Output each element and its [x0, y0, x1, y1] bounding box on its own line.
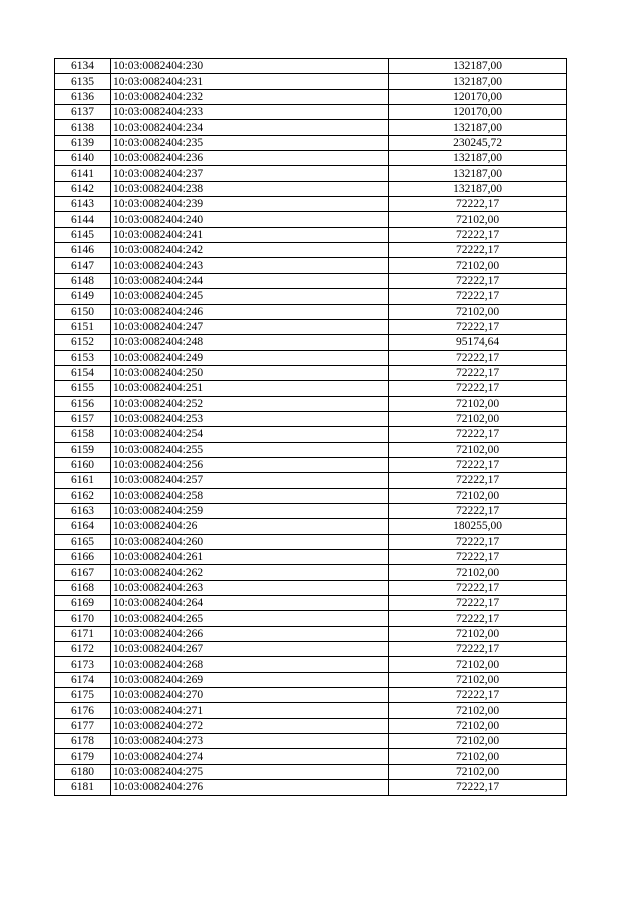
table-row	[55, 565, 567, 580]
table-row	[55, 411, 567, 426]
value-cell: 72222,17	[389, 381, 567, 396]
row-number-cell: 6159	[55, 442, 111, 457]
table-row	[55, 764, 567, 779]
cadastral-number-cell: 10:03:0082404:271	[111, 703, 389, 718]
table-row	[55, 197, 567, 212]
table-row	[55, 503, 567, 518]
row-number-cell: 6154	[55, 365, 111, 380]
value-cell: 72102,00	[389, 672, 567, 687]
value-cell: 72102,00	[389, 488, 567, 503]
value-cell: 95174,64	[389, 335, 567, 350]
value-cell: 72222,17	[389, 289, 567, 304]
table-row	[55, 105, 567, 120]
value-cell: 132187,00	[389, 120, 567, 135]
table-row	[55, 243, 567, 258]
value-cell: 132187,00	[389, 166, 567, 181]
row-number-cell: 6137	[55, 105, 111, 120]
value-cell: 132187,00	[389, 74, 567, 89]
cadastral-number-cell: 10:03:0082404:240	[111, 212, 389, 227]
cadastral-number-cell: 10:03:0082404:234	[111, 120, 389, 135]
value-cell: 72102,00	[389, 718, 567, 733]
cadastral-number-cell: 10:03:0082404:261	[111, 550, 389, 565]
table-row	[55, 534, 567, 549]
value-cell: 72222,17	[389, 473, 567, 488]
row-number-cell: 6142	[55, 181, 111, 196]
value-cell: 72222,17	[389, 457, 567, 472]
value-cell: 132187,00	[389, 151, 567, 166]
row-number-cell: 6163	[55, 503, 111, 518]
cadastral-number-cell: 10:03:0082404:238	[111, 181, 389, 196]
cadastral-number-cell: 10:03:0082404:262	[111, 565, 389, 580]
row-number-cell: 6148	[55, 273, 111, 288]
table-row	[55, 657, 567, 672]
value-cell: 72222,17	[389, 273, 567, 288]
table-row	[55, 642, 567, 657]
cadastral-number-cell: 10:03:0082404:269	[111, 672, 389, 687]
row-number-cell: 6143	[55, 197, 111, 212]
row-number-cell: 6172	[55, 642, 111, 657]
table-row	[55, 258, 567, 273]
cadastral-number-cell: 10:03:0082404:247	[111, 319, 389, 334]
row-number-cell: 6152	[55, 335, 111, 350]
cadastral-number-cell: 10:03:0082404:272	[111, 718, 389, 733]
row-number-cell: 6174	[55, 672, 111, 687]
cadastral-number-cell: 10:03:0082404:237	[111, 166, 389, 181]
row-number-cell: 6147	[55, 258, 111, 273]
value-cell: 72222,17	[389, 427, 567, 442]
table-row	[55, 396, 567, 411]
cadastral-number-cell: 10:03:0082404:258	[111, 488, 389, 503]
table-row	[55, 59, 567, 74]
value-cell: 72102,00	[389, 442, 567, 457]
cadastral-number-cell: 10:03:0082404:276	[111, 780, 389, 795]
table-body	[55, 59, 567, 796]
cadastral-number-cell: 10:03:0082404:239	[111, 197, 389, 212]
table-row	[55, 151, 567, 166]
row-number-cell: 6141	[55, 166, 111, 181]
value-cell: 72222,17	[389, 580, 567, 595]
value-cell: 72222,17	[389, 350, 567, 365]
row-number-cell: 6158	[55, 427, 111, 442]
value-cell: 72222,17	[389, 550, 567, 565]
cadastral-number-cell: 10:03:0082404:235	[111, 135, 389, 150]
cadastral-number-cell: 10:03:0082404:245	[111, 289, 389, 304]
value-cell: 132187,00	[389, 59, 567, 74]
value-cell: 72222,17	[389, 611, 567, 626]
row-number-cell: 6175	[55, 688, 111, 703]
table-row	[55, 273, 567, 288]
row-number-cell: 6166	[55, 550, 111, 565]
cadastral-number-cell: 10:03:0082404:249	[111, 350, 389, 365]
row-number-cell: 6180	[55, 764, 111, 779]
row-number-cell: 6165	[55, 534, 111, 549]
row-number-cell: 6150	[55, 304, 111, 319]
cadastral-number-cell: 10:03:0082404:275	[111, 764, 389, 779]
table-row	[55, 611, 567, 626]
row-number-cell: 6151	[55, 319, 111, 334]
row-number-cell: 6161	[55, 473, 111, 488]
cadastral-number-cell: 10:03:0082404:260	[111, 534, 389, 549]
cadastral-number-cell: 10:03:0082404:267	[111, 642, 389, 657]
row-number-cell: 6170	[55, 611, 111, 626]
cadastral-number-cell: 10:03:0082404:26	[111, 519, 389, 534]
row-number-cell: 6140	[55, 151, 111, 166]
value-cell: 72102,00	[389, 258, 567, 273]
row-number-cell: 6144	[55, 212, 111, 227]
value-cell: 72222,17	[389, 365, 567, 380]
value-cell: 72102,00	[389, 657, 567, 672]
cadastral-number-cell: 10:03:0082404:236	[111, 151, 389, 166]
table-row	[55, 427, 567, 442]
cadastral-number-cell: 10:03:0082404:274	[111, 749, 389, 764]
row-number-cell: 6164	[55, 519, 111, 534]
value-cell: 72102,00	[389, 626, 567, 641]
cadastral-number-cell: 10:03:0082404:248	[111, 335, 389, 350]
table-row	[55, 381, 567, 396]
cadastral-number-cell: 10:03:0082404:231	[111, 74, 389, 89]
cadastral-number-cell: 10:03:0082404:246	[111, 304, 389, 319]
value-cell: 72222,17	[389, 596, 567, 611]
row-number-cell: 6160	[55, 457, 111, 472]
table-row	[55, 780, 567, 795]
table-row	[55, 89, 567, 104]
table-row	[55, 734, 567, 749]
value-cell: 72222,17	[389, 243, 567, 258]
table-row	[55, 519, 567, 534]
table-row	[55, 181, 567, 196]
row-number-cell: 6177	[55, 718, 111, 733]
table-row	[55, 166, 567, 181]
cadastral-number-cell: 10:03:0082404:250	[111, 365, 389, 380]
value-cell: 72102,00	[389, 749, 567, 764]
value-cell: 120170,00	[389, 105, 567, 120]
value-cell: 72222,17	[389, 503, 567, 518]
row-number-cell: 6146	[55, 243, 111, 258]
row-number-cell: 6179	[55, 749, 111, 764]
row-number-cell: 6153	[55, 350, 111, 365]
table-row	[55, 227, 567, 242]
cadastral-number-cell: 10:03:0082404:252	[111, 396, 389, 411]
row-number-cell: 6149	[55, 289, 111, 304]
cadastral-number-cell: 10:03:0082404:230	[111, 59, 389, 74]
cadastral-number-cell: 10:03:0082404:266	[111, 626, 389, 641]
table-row	[55, 580, 567, 595]
table-row	[55, 74, 567, 89]
cadastral-number-cell: 10:03:0082404:264	[111, 596, 389, 611]
row-number-cell: 6173	[55, 657, 111, 672]
cadastral-number-cell: 10:03:0082404:233	[111, 105, 389, 120]
value-cell: 72222,17	[389, 227, 567, 242]
cadastral-number-cell: 10:03:0082404:273	[111, 734, 389, 749]
value-cell: 72222,17	[389, 534, 567, 549]
table-row	[55, 457, 567, 472]
table-row	[55, 596, 567, 611]
row-number-cell: 6181	[55, 780, 111, 795]
row-number-cell: 6145	[55, 227, 111, 242]
cadastral-number-cell: 10:03:0082404:270	[111, 688, 389, 703]
row-number-cell: 6176	[55, 703, 111, 718]
table-row	[55, 718, 567, 733]
cadastral-number-cell: 10:03:0082404:268	[111, 657, 389, 672]
row-number-cell: 6135	[55, 74, 111, 89]
value-cell: 72102,00	[389, 764, 567, 779]
table-row	[55, 626, 567, 641]
value-cell: 72222,17	[389, 780, 567, 795]
value-cell: 230245,72	[389, 135, 567, 150]
row-number-cell: 6156	[55, 396, 111, 411]
table-row	[55, 335, 567, 350]
table-row	[55, 442, 567, 457]
table-row	[55, 688, 567, 703]
cadastral-number-cell: 10:03:0082404:265	[111, 611, 389, 626]
table-row	[55, 120, 567, 135]
cadastral-number-cell: 10:03:0082404:253	[111, 411, 389, 426]
cadastral-number-cell: 10:03:0082404:254	[111, 427, 389, 442]
value-cell: 72222,17	[389, 642, 567, 657]
row-number-cell: 6169	[55, 596, 111, 611]
table-row	[55, 473, 567, 488]
row-number-cell: 6178	[55, 734, 111, 749]
value-cell: 180255,00	[389, 519, 567, 534]
value-cell: 72222,17	[389, 197, 567, 212]
table-row	[55, 350, 567, 365]
table-row	[55, 289, 567, 304]
table-row	[55, 319, 567, 334]
value-cell: 72102,00	[389, 396, 567, 411]
value-cell: 72102,00	[389, 304, 567, 319]
cadastral-number-cell: 10:03:0082404:257	[111, 473, 389, 488]
row-number-cell: 6134	[55, 59, 111, 74]
cadastral-number-cell: 10:03:0082404:232	[111, 89, 389, 104]
table-row	[55, 488, 567, 503]
table-row	[55, 365, 567, 380]
value-cell: 120170,00	[389, 89, 567, 104]
table-row	[55, 550, 567, 565]
value-cell: 72222,17	[389, 688, 567, 703]
row-number-cell: 6168	[55, 580, 111, 595]
cadastral-number-cell: 10:03:0082404:251	[111, 381, 389, 396]
row-number-cell: 6157	[55, 411, 111, 426]
row-number-cell: 6171	[55, 626, 111, 641]
cadastral-number-cell: 10:03:0082404:241	[111, 227, 389, 242]
data-table	[54, 58, 567, 796]
row-number-cell: 6167	[55, 565, 111, 580]
value-cell: 72102,00	[389, 565, 567, 580]
cadastral-number-cell: 10:03:0082404:259	[111, 503, 389, 518]
row-number-cell: 6155	[55, 381, 111, 396]
row-number-cell: 6139	[55, 135, 111, 150]
value-cell: 72222,17	[389, 319, 567, 334]
cadastral-number-cell: 10:03:0082404:244	[111, 273, 389, 288]
cadastral-number-cell: 10:03:0082404:263	[111, 580, 389, 595]
row-number-cell: 6162	[55, 488, 111, 503]
table-row	[55, 135, 567, 150]
value-cell: 72102,00	[389, 411, 567, 426]
table-row	[55, 703, 567, 718]
table-row	[55, 304, 567, 319]
table-row	[55, 212, 567, 227]
cadastral-number-cell: 10:03:0082404:256	[111, 457, 389, 472]
table-row	[55, 749, 567, 764]
cadastral-number-cell: 10:03:0082404:255	[111, 442, 389, 457]
row-number-cell: 6138	[55, 120, 111, 135]
table-row	[55, 672, 567, 687]
cadastral-number-cell: 10:03:0082404:243	[111, 258, 389, 273]
value-cell: 72102,00	[389, 212, 567, 227]
value-cell: 72102,00	[389, 703, 567, 718]
row-number-cell: 6136	[55, 89, 111, 104]
value-cell: 132187,00	[389, 181, 567, 196]
cadastral-number-cell: 10:03:0082404:242	[111, 243, 389, 258]
value-cell: 72102,00	[389, 734, 567, 749]
